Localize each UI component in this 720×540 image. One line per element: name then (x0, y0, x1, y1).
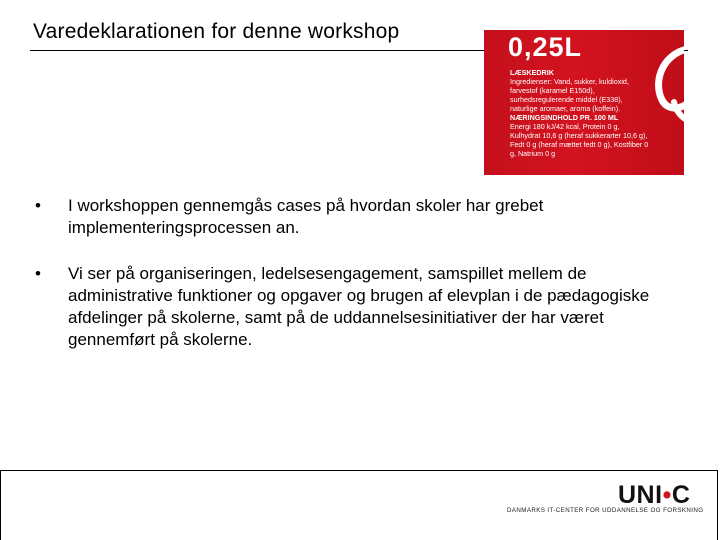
brand-script-swirl-icon (634, 40, 684, 140)
logo-right: C (671, 481, 691, 509)
bullet-text: I workshoppen gennemgås cases på hvordan skoler har grebet implementeringsprocessen an. (68, 196, 544, 237)
unic-logo (618, 481, 690, 510)
logo-left: UNI (618, 481, 663, 509)
label-nutrition-heading: NÆRINGSINDHOLD PR. 100 ML (510, 113, 619, 122)
label-ingredients: Ingredienser: Vand, sukker, kuldioxid, farvestof (karamel E150d), surhedsregulerende middel (E338), naturlige aromaer, aroma (koffein). (510, 77, 629, 113)
label-text (510, 68, 650, 158)
label-nutrition: Energi 180 kJ/42 kcal, Protein 0 g, Kulhydrat 10,6 g (heraf sukkerarter 10,6 g), Fedt 0 g (heraf mættet fedt 0 g), Kostfiber 0 g, Natrium 0 g (510, 122, 649, 158)
slide-title: Varedeklarationen for denne workshop (33, 20, 400, 43)
label-heading: LÆSKEDRIK (510, 68, 554, 77)
logo-tagline: DANMARKS IT-CENTER FOR UDDANNELSE OG FORSKNING (507, 507, 704, 514)
label-volume: 0,25L (508, 32, 583, 62)
product-label-image (484, 30, 684, 175)
logo-dot: • (662, 481, 672, 509)
bullet-dot: • (35, 196, 41, 215)
bullet-list (35, 195, 685, 375)
bullet-item (35, 195, 685, 239)
footer-frame (0, 470, 718, 540)
bullet-item (35, 263, 685, 351)
bullet-dot: • (35, 264, 41, 283)
bullet-text: Vi ser på organiseringen, ledelsesengagement, samspillet mellem de administrative funktioner og opgaver og brugen af elevplan i de pædagogiske afdelinger på skolerne, samt på de uddannelsesinitiativer der har været gennemført på skolerne. (68, 264, 650, 349)
